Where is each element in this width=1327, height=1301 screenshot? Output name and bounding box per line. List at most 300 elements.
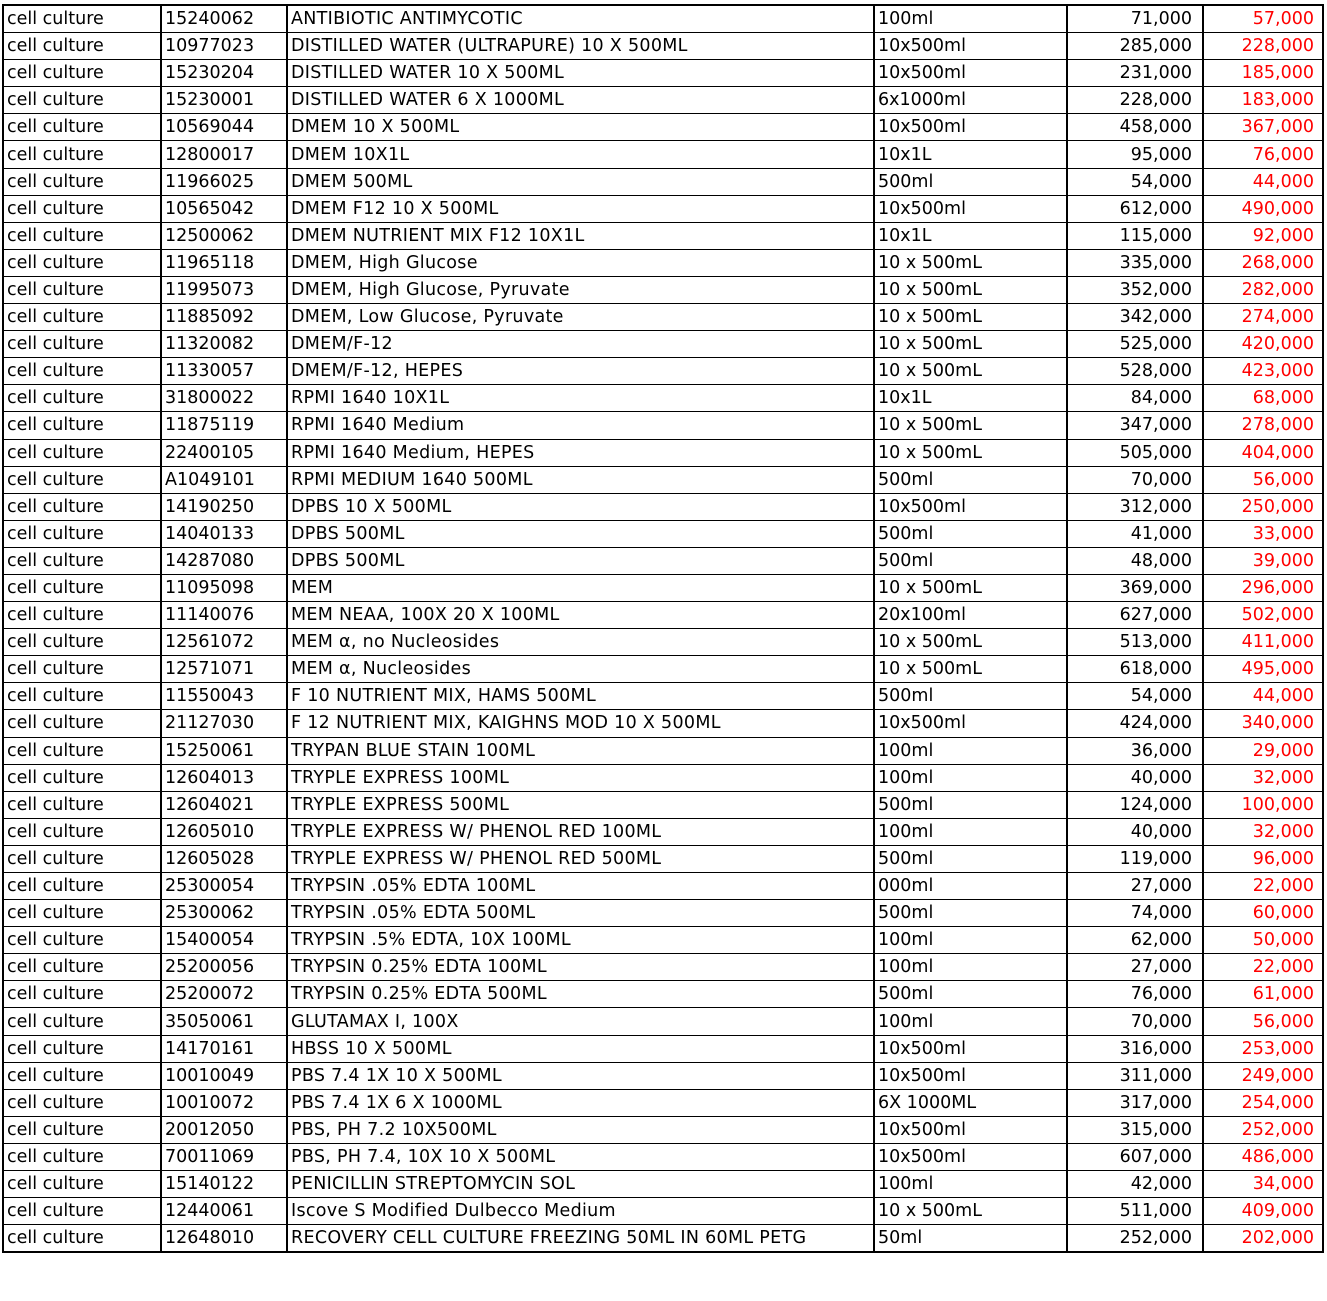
catalog-number-cell[interactable]: 11550043 — [161, 683, 287, 710]
sale-price-cell[interactable]: 96,000 — [1203, 845, 1323, 872]
catalog-number-cell[interactable]: 15230204 — [161, 60, 287, 87]
table-row[interactable] — [3, 981, 1323, 1008]
pack-size-cell[interactable]: 500ml — [874, 466, 1067, 493]
sale-price-cell[interactable]: 252,000 — [1203, 1116, 1323, 1143]
product-description-cell[interactable]: DMEM 10X1L — [287, 141, 874, 168]
list-price-cell[interactable]: 311,000 — [1067, 1062, 1203, 1089]
category-cell[interactable]: cell culture — [3, 818, 161, 845]
list-price-cell[interactable]: 41,000 — [1067, 520, 1203, 547]
pack-size-cell[interactable]: 10x500ml — [874, 493, 1067, 520]
product-description-cell[interactable]: TRYPSIN 0.25% EDTA 100ML — [287, 954, 874, 981]
product-description-cell[interactable]: DPBS 500ML — [287, 520, 874, 547]
list-price-cell[interactable]: 618,000 — [1067, 656, 1203, 683]
table-row[interactable] — [3, 412, 1323, 439]
list-price-cell[interactable]: 42,000 — [1067, 1171, 1203, 1198]
list-price-cell[interactable]: 511,000 — [1067, 1198, 1203, 1225]
table-row[interactable] — [3, 764, 1323, 791]
catalog-number-cell[interactable]: 15230001 — [161, 87, 287, 114]
product-description-cell[interactable]: F 10 NUTRIENT MIX, HAMS 500ML — [287, 683, 874, 710]
product-description-cell[interactable]: Iscove S Modified Dulbecco Medium — [287, 1198, 874, 1225]
sale-price-cell[interactable]: 495,000 — [1203, 656, 1323, 683]
pack-size-cell[interactable]: 10x500ml — [874, 1062, 1067, 1089]
list-price-cell[interactable]: 458,000 — [1067, 114, 1203, 141]
table-row[interactable] — [3, 845, 1323, 872]
list-price-cell[interactable]: 48,000 — [1067, 547, 1203, 574]
product-description-cell[interactable]: DMEM, High Glucose, Pyruvate — [287, 276, 874, 303]
category-cell[interactable]: cell culture — [3, 845, 161, 872]
table-row[interactable] — [3, 954, 1323, 981]
sale-price-cell[interactable]: 423,000 — [1203, 358, 1323, 385]
list-price-cell[interactable]: 369,000 — [1067, 574, 1203, 601]
table-row[interactable] — [3, 1089, 1323, 1116]
pack-size-cell[interactable]: 6X 1000ML — [874, 1089, 1067, 1116]
table-row[interactable] — [3, 737, 1323, 764]
list-price-cell[interactable]: 315,000 — [1067, 1116, 1203, 1143]
sale-price-cell[interactable]: 92,000 — [1203, 222, 1323, 249]
table-row[interactable] — [3, 927, 1323, 954]
pack-size-cell[interactable]: 10 x 500mL — [874, 331, 1067, 358]
product-description-cell[interactable]: MEM NEAA, 100X 20 X 100ML — [287, 602, 874, 629]
sale-price-cell[interactable]: 282,000 — [1203, 276, 1323, 303]
category-cell[interactable]: cell culture — [3, 602, 161, 629]
product-description-cell[interactable]: MEM α, no Nucleosides — [287, 629, 874, 656]
product-description-cell[interactable]: TRYPSIN 0.25% EDTA 500ML — [287, 981, 874, 1008]
catalog-number-cell[interactable]: 12571071 — [161, 656, 287, 683]
category-cell[interactable]: cell culture — [3, 249, 161, 276]
sale-price-cell[interactable]: 420,000 — [1203, 331, 1323, 358]
catalog-number-cell[interactable]: 25300062 — [161, 900, 287, 927]
category-cell[interactable]: cell culture — [3, 33, 161, 60]
product-description-cell[interactable]: RPMI 1640 10X1L — [287, 385, 874, 412]
list-price-cell[interactable]: 347,000 — [1067, 412, 1203, 439]
catalog-number-cell[interactable]: 10977023 — [161, 33, 287, 60]
category-cell[interactable]: cell culture — [3, 1062, 161, 1089]
list-price-cell[interactable]: 115,000 — [1067, 222, 1203, 249]
pack-size-cell[interactable]: 10 x 500mL — [874, 629, 1067, 656]
list-price-cell[interactable]: 513,000 — [1067, 629, 1203, 656]
product-description-cell[interactable]: PBS, PH 7.2 10X500ML — [287, 1116, 874, 1143]
catalog-number-cell[interactable]: 12440061 — [161, 1198, 287, 1225]
pack-size-cell[interactable]: 10x500ml — [874, 1035, 1067, 1062]
sale-price-cell[interactable]: 22,000 — [1203, 873, 1323, 900]
catalog-number-cell[interactable]: 11330057 — [161, 358, 287, 385]
pack-size-cell[interactable]: 10x1L — [874, 141, 1067, 168]
category-cell[interactable]: cell culture — [3, 1116, 161, 1143]
list-price-cell[interactable]: 119,000 — [1067, 845, 1203, 872]
pack-size-cell[interactable]: 500ml — [874, 845, 1067, 872]
sale-price-cell[interactable]: 249,000 — [1203, 1062, 1323, 1089]
table-row[interactable] — [3, 195, 1323, 222]
catalog-number-cell[interactable]: 14170161 — [161, 1035, 287, 1062]
pack-size-cell[interactable]: 100ml — [874, 764, 1067, 791]
list-price-cell[interactable]: 505,000 — [1067, 439, 1203, 466]
product-description-cell[interactable]: DISTILLED WATER (ULTRAPURE) 10 X 500ML — [287, 33, 874, 60]
product-description-cell[interactable]: DMEM/F-12 — [287, 331, 874, 358]
product-description-cell[interactable]: DMEM 500ML — [287, 168, 874, 195]
category-cell[interactable]: cell culture — [3, 87, 161, 114]
pack-size-cell[interactable]: 10x500ml — [874, 1116, 1067, 1143]
pack-size-cell[interactable]: 100ml — [874, 954, 1067, 981]
list-price-cell[interactable]: 84,000 — [1067, 385, 1203, 412]
product-description-cell[interactable]: DMEM, Low Glucose, Pyruvate — [287, 304, 874, 331]
category-cell[interactable]: cell culture — [3, 5, 161, 33]
product-description-cell[interactable]: MEM — [287, 574, 874, 601]
catalog-number-cell[interactable]: 12604013 — [161, 764, 287, 791]
sale-price-cell[interactable]: 278,000 — [1203, 412, 1323, 439]
pack-size-cell[interactable]: 500ml — [874, 168, 1067, 195]
product-description-cell[interactable]: RPMI 1640 Medium — [287, 412, 874, 439]
catalog-number-cell[interactable]: 10565042 — [161, 195, 287, 222]
catalog-number-cell[interactable]: 22400105 — [161, 439, 287, 466]
list-price-cell[interactable]: 424,000 — [1067, 710, 1203, 737]
category-cell[interactable]: cell culture — [3, 1171, 161, 1198]
product-description-cell[interactable]: DMEM 10 X 500ML — [287, 114, 874, 141]
table-row[interactable] — [3, 1225, 1323, 1253]
category-cell[interactable]: cell culture — [3, 1035, 161, 1062]
table-row[interactable] — [3, 276, 1323, 303]
list-price-cell[interactable]: 627,000 — [1067, 602, 1203, 629]
pack-size-cell[interactable]: 500ml — [874, 520, 1067, 547]
category-cell[interactable]: cell culture — [3, 168, 161, 195]
category-cell[interactable]: cell culture — [3, 276, 161, 303]
table-row[interactable] — [3, 873, 1323, 900]
category-cell[interactable]: cell culture — [3, 304, 161, 331]
product-description-cell[interactable]: TRYPSIN .05% EDTA 100ML — [287, 873, 874, 900]
pack-size-cell[interactable]: 10x500ml — [874, 60, 1067, 87]
list-price-cell[interactable]: 54,000 — [1067, 168, 1203, 195]
category-cell[interactable]: cell culture — [3, 141, 161, 168]
category-cell[interactable]: cell culture — [3, 574, 161, 601]
list-price-cell[interactable]: 27,000 — [1067, 873, 1203, 900]
sale-price-cell[interactable]: 50,000 — [1203, 927, 1323, 954]
product-description-cell[interactable]: RPMI 1640 Medium, HEPES — [287, 439, 874, 466]
sale-price-cell[interactable]: 254,000 — [1203, 1089, 1323, 1116]
pack-size-cell[interactable]: 10 x 500mL — [874, 1198, 1067, 1225]
category-cell[interactable]: cell culture — [3, 1198, 161, 1225]
table-row[interactable] — [3, 466, 1323, 493]
pack-size-cell[interactable]: 500ml — [874, 900, 1067, 927]
list-price-cell[interactable]: 54,000 — [1067, 683, 1203, 710]
sale-price-cell[interactable]: 340,000 — [1203, 710, 1323, 737]
list-price-cell[interactable]: 124,000 — [1067, 791, 1203, 818]
pack-size-cell[interactable]: 100ml — [874, 927, 1067, 954]
sale-price-cell[interactable]: 274,000 — [1203, 304, 1323, 331]
sale-price-cell[interactable]: 409,000 — [1203, 1198, 1323, 1225]
category-cell[interactable]: cell culture — [3, 873, 161, 900]
pack-size-cell[interactable]: 100ml — [874, 818, 1067, 845]
catalog-number-cell[interactable]: 12604021 — [161, 791, 287, 818]
catalog-number-cell[interactable]: 12500062 — [161, 222, 287, 249]
table-row[interactable] — [3, 656, 1323, 683]
table-row[interactable] — [3, 520, 1323, 547]
pack-size-cell[interactable]: 500ml — [874, 791, 1067, 818]
list-price-cell[interactable]: 317,000 — [1067, 1089, 1203, 1116]
catalog-number-cell[interactable]: 31800022 — [161, 385, 287, 412]
catalog-number-cell[interactable]: 12605028 — [161, 845, 287, 872]
product-description-cell[interactable]: PBS, PH 7.4, 10X 10 X 500ML — [287, 1143, 874, 1170]
sale-price-cell[interactable]: 56,000 — [1203, 466, 1323, 493]
pack-size-cell[interactable]: 100ml — [874, 1171, 1067, 1198]
sale-price-cell[interactable]: 404,000 — [1203, 439, 1323, 466]
category-cell[interactable]: cell culture — [3, 656, 161, 683]
category-cell[interactable]: cell culture — [3, 1089, 161, 1116]
sale-price-cell[interactable]: 44,000 — [1203, 168, 1323, 195]
catalog-number-cell[interactable]: 11966025 — [161, 168, 287, 195]
category-cell[interactable]: cell culture — [3, 195, 161, 222]
catalog-number-cell[interactable]: 15240062 — [161, 5, 287, 33]
product-description-cell[interactable]: PBS 7.4 1X 10 X 500ML — [287, 1062, 874, 1089]
category-cell[interactable]: cell culture — [3, 385, 161, 412]
sale-price-cell[interactable]: 68,000 — [1203, 385, 1323, 412]
category-cell[interactable]: cell culture — [3, 683, 161, 710]
table-row[interactable] — [3, 710, 1323, 737]
category-cell[interactable]: cell culture — [3, 222, 161, 249]
list-price-cell[interactable]: 40,000 — [1067, 818, 1203, 845]
pack-size-cell[interactable]: 10 x 500mL — [874, 412, 1067, 439]
sale-price-cell[interactable]: 253,000 — [1203, 1035, 1323, 1062]
catalog-number-cell[interactable]: 14190250 — [161, 493, 287, 520]
catalog-number-cell[interactable]: 14040133 — [161, 520, 287, 547]
list-price-cell[interactable]: 352,000 — [1067, 276, 1203, 303]
category-cell[interactable]: cell culture — [3, 60, 161, 87]
table-row[interactable] — [3, 1198, 1323, 1225]
pack-size-cell[interactable]: 10 x 500mL — [874, 656, 1067, 683]
list-price-cell[interactable]: 316,000 — [1067, 1035, 1203, 1062]
list-price-cell[interactable]: 285,000 — [1067, 33, 1203, 60]
sale-price-cell[interactable]: 411,000 — [1203, 629, 1323, 656]
pack-size-cell[interactable]: 10x1L — [874, 222, 1067, 249]
table-row[interactable] — [3, 358, 1323, 385]
sale-price-cell[interactable]: 202,000 — [1203, 1225, 1323, 1253]
pack-size-cell[interactable]: 100ml — [874, 1008, 1067, 1035]
product-description-cell[interactable]: TRYPLE EXPRESS 500ML — [287, 791, 874, 818]
pack-size-cell[interactable]: 10x500ml — [874, 114, 1067, 141]
product-description-cell[interactable]: DPBS 500ML — [287, 547, 874, 574]
list-price-cell[interactable]: 74,000 — [1067, 900, 1203, 927]
list-price-cell[interactable]: 252,000 — [1067, 1225, 1203, 1253]
table-row[interactable] — [3, 249, 1323, 276]
pack-size-cell[interactable]: 10 x 500mL — [874, 358, 1067, 385]
sale-price-cell[interactable]: 490,000 — [1203, 195, 1323, 222]
table-row[interactable] — [3, 900, 1323, 927]
pack-size-cell[interactable]: 20x100ml — [874, 602, 1067, 629]
pack-size-cell[interactable]: 10 x 500mL — [874, 439, 1067, 466]
category-cell[interactable]: cell culture — [3, 520, 161, 547]
product-description-cell[interactable]: DMEM NUTRIENT MIX F12 10X1L — [287, 222, 874, 249]
product-description-cell[interactable]: TRYPSIN .5% EDTA, 10X 100ML — [287, 927, 874, 954]
catalog-number-cell[interactable]: 11140076 — [161, 602, 287, 629]
table-row[interactable] — [3, 1062, 1323, 1089]
sale-price-cell[interactable]: 367,000 — [1203, 114, 1323, 141]
list-price-cell[interactable]: 525,000 — [1067, 331, 1203, 358]
pack-size-cell[interactable]: 10 x 500mL — [874, 574, 1067, 601]
pack-size-cell[interactable]: 500ml — [874, 683, 1067, 710]
sale-price-cell[interactable]: 250,000 — [1203, 493, 1323, 520]
catalog-number-cell[interactable]: 12648010 — [161, 1225, 287, 1253]
catalog-number-cell[interactable]: 25300054 — [161, 873, 287, 900]
product-description-cell[interactable]: GLUTAMAX I, 100X — [287, 1008, 874, 1035]
catalog-number-cell[interactable]: 21127030 — [161, 710, 287, 737]
category-cell[interactable]: cell culture — [3, 412, 161, 439]
list-price-cell[interactable]: 335,000 — [1067, 249, 1203, 276]
table-row[interactable] — [3, 1035, 1323, 1062]
pack-size-cell[interactable]: 10 x 500mL — [874, 304, 1067, 331]
catalog-number-cell[interactable]: 11995073 — [161, 276, 287, 303]
catalog-number-cell[interactable]: 10569044 — [161, 114, 287, 141]
pack-size-cell[interactable]: 50ml — [874, 1225, 1067, 1253]
table-row[interactable] — [3, 168, 1323, 195]
category-cell[interactable]: cell culture — [3, 1225, 161, 1253]
list-price-cell[interactable]: 228,000 — [1067, 87, 1203, 114]
table-row[interactable] — [3, 33, 1323, 60]
pack-size-cell[interactable]: 10x1L — [874, 385, 1067, 412]
table-row[interactable] — [3, 493, 1323, 520]
list-price-cell[interactable]: 342,000 — [1067, 304, 1203, 331]
catalog-number-cell[interactable]: 12561072 — [161, 629, 287, 656]
sale-price-cell[interactable]: 44,000 — [1203, 683, 1323, 710]
product-description-cell[interactable]: TRYPSIN .05% EDTA 500ML — [287, 900, 874, 927]
table-row[interactable] — [3, 629, 1323, 656]
product-description-cell[interactable]: DISTILLED WATER 6 X 1000ML — [287, 87, 874, 114]
sale-price-cell[interactable]: 57,000 — [1203, 5, 1323, 33]
product-description-cell[interactable]: DISTILLED WATER 10 X 500ML — [287, 60, 874, 87]
product-description-cell[interactable]: DPBS 10 X 500ML — [287, 493, 874, 520]
catalog-number-cell[interactable]: 14287080 — [161, 547, 287, 574]
table-row[interactable] — [3, 87, 1323, 114]
table-row[interactable] — [3, 304, 1323, 331]
list-price-cell[interactable]: 612,000 — [1067, 195, 1203, 222]
catalog-number-cell[interactable]: 11885092 — [161, 304, 287, 331]
product-description-cell[interactable]: MEM α, Nucleosides — [287, 656, 874, 683]
product-description-cell[interactable]: DMEM/F-12, HEPES — [287, 358, 874, 385]
catalog-number-cell[interactable]: 25200056 — [161, 954, 287, 981]
table-row[interactable] — [3, 683, 1323, 710]
table-row[interactable] — [3, 114, 1323, 141]
sale-price-cell[interactable]: 39,000 — [1203, 547, 1323, 574]
sale-price-cell[interactable]: 22,000 — [1203, 954, 1323, 981]
list-price-cell[interactable]: 607,000 — [1067, 1143, 1203, 1170]
list-price-cell[interactable]: 27,000 — [1067, 954, 1203, 981]
category-cell[interactable]: cell culture — [3, 629, 161, 656]
table-row[interactable] — [3, 5, 1323, 33]
table-row[interactable] — [3, 141, 1323, 168]
list-price-cell[interactable]: 528,000 — [1067, 358, 1203, 385]
table-row[interactable] — [3, 1116, 1323, 1143]
sale-price-cell[interactable]: 56,000 — [1203, 1008, 1323, 1035]
table-row[interactable] — [3, 1008, 1323, 1035]
table-row[interactable] — [3, 574, 1323, 601]
table-row[interactable] — [3, 818, 1323, 845]
product-description-cell[interactable]: TRYPLE EXPRESS W/ PHENOL RED 100ML — [287, 818, 874, 845]
product-description-cell[interactable]: PENICILLIN STREPTOMYCIN SOL — [287, 1171, 874, 1198]
catalog-number-cell[interactable]: 35050061 — [161, 1008, 287, 1035]
list-price-cell[interactable]: 70,000 — [1067, 466, 1203, 493]
table-row[interactable] — [3, 1143, 1323, 1170]
list-price-cell[interactable]: 71,000 — [1067, 5, 1203, 33]
product-description-cell[interactable]: RECOVERY CELL CULTURE FREEZING 50ML IN 60ML PETG — [287, 1225, 874, 1253]
category-cell[interactable]: cell culture — [3, 1143, 161, 1170]
catalog-number-cell[interactable]: 15250061 — [161, 737, 287, 764]
catalog-number-cell[interactable]: 70011069 — [161, 1143, 287, 1170]
product-description-cell[interactable]: HBSS 10 X 500ML — [287, 1035, 874, 1062]
category-cell[interactable]: cell culture — [3, 358, 161, 385]
list-price-cell[interactable]: 70,000 — [1067, 1008, 1203, 1035]
sale-price-cell[interactable]: 33,000 — [1203, 520, 1323, 547]
catalog-number-cell[interactable]: 11965118 — [161, 249, 287, 276]
sale-price-cell[interactable]: 268,000 — [1203, 249, 1323, 276]
sale-price-cell[interactable]: 228,000 — [1203, 33, 1323, 60]
sale-price-cell[interactable]: 61,000 — [1203, 981, 1323, 1008]
product-description-cell[interactable]: ANTIBIOTIC ANTIMYCOTIC — [287, 5, 874, 33]
sale-price-cell[interactable]: 32,000 — [1203, 818, 1323, 845]
list-price-cell[interactable]: 231,000 — [1067, 60, 1203, 87]
category-cell[interactable]: cell culture — [3, 954, 161, 981]
catalog-number-cell[interactable]: 11095098 — [161, 574, 287, 601]
category-cell[interactable]: cell culture — [3, 710, 161, 737]
catalog-number-cell[interactable]: 15140122 — [161, 1171, 287, 1198]
list-price-cell[interactable]: 40,000 — [1067, 764, 1203, 791]
product-description-cell[interactable]: DMEM, High Glucose — [287, 249, 874, 276]
category-cell[interactable]: cell culture — [3, 737, 161, 764]
category-cell[interactable]: cell culture — [3, 466, 161, 493]
list-price-cell[interactable]: 76,000 — [1067, 981, 1203, 1008]
pack-size-cell[interactable]: 10 x 500mL — [874, 249, 1067, 276]
product-description-cell[interactable]: TRYPLE EXPRESS 100ML — [287, 764, 874, 791]
catalog-number-cell[interactable]: 12800017 — [161, 141, 287, 168]
sale-price-cell[interactable]: 60,000 — [1203, 900, 1323, 927]
catalog-number-cell[interactable]: 11875119 — [161, 412, 287, 439]
category-cell[interactable]: cell culture — [3, 927, 161, 954]
sale-price-cell[interactable]: 34,000 — [1203, 1171, 1323, 1198]
catalog-number-cell[interactable]: 12605010 — [161, 818, 287, 845]
table-row[interactable] — [3, 602, 1323, 629]
product-description-cell[interactable]: DMEM F12 10 X 500ML — [287, 195, 874, 222]
sale-price-cell[interactable]: 76,000 — [1203, 141, 1323, 168]
sale-price-cell[interactable]: 296,000 — [1203, 574, 1323, 601]
sale-price-cell[interactable]: 183,000 — [1203, 87, 1323, 114]
table-row[interactable] — [3, 1171, 1323, 1198]
product-description-cell[interactable]: TRYPAN BLUE STAIN 100ML — [287, 737, 874, 764]
category-cell[interactable]: cell culture — [3, 981, 161, 1008]
table-row[interactable] — [3, 331, 1323, 358]
category-cell[interactable]: cell culture — [3, 493, 161, 520]
list-price-cell[interactable]: 312,000 — [1067, 493, 1203, 520]
catalog-number-cell[interactable]: 15400054 — [161, 927, 287, 954]
sale-price-cell[interactable]: 185,000 — [1203, 60, 1323, 87]
category-cell[interactable]: cell culture — [3, 331, 161, 358]
product-description-cell[interactable]: TRYPLE EXPRESS W/ PHENOL RED 500ML — [287, 845, 874, 872]
table-row[interactable] — [3, 222, 1323, 249]
product-description-cell[interactable]: RPMI MEDIUM 1640 500ML — [287, 466, 874, 493]
pack-size-cell[interactable]: 100ml — [874, 737, 1067, 764]
catalog-number-cell[interactable]: 25200072 — [161, 981, 287, 1008]
category-cell[interactable]: cell culture — [3, 114, 161, 141]
pack-size-cell[interactable]: 000ml — [874, 873, 1067, 900]
table-row[interactable] — [3, 439, 1323, 466]
catalog-number-cell[interactable]: 10010049 — [161, 1062, 287, 1089]
list-price-cell[interactable]: 62,000 — [1067, 927, 1203, 954]
sale-price-cell[interactable]: 486,000 — [1203, 1143, 1323, 1170]
sale-price-cell[interactable]: 29,000 — [1203, 737, 1323, 764]
pack-size-cell[interactable]: 10x500ml — [874, 710, 1067, 737]
category-cell[interactable]: cell culture — [3, 791, 161, 818]
pack-size-cell[interactable]: 10 x 500mL — [874, 276, 1067, 303]
list-price-cell[interactable]: 95,000 — [1067, 141, 1203, 168]
category-cell[interactable]: cell culture — [3, 439, 161, 466]
table-row[interactable] — [3, 385, 1323, 412]
sale-price-cell[interactable]: 32,000 — [1203, 764, 1323, 791]
list-price-cell[interactable]: 36,000 — [1067, 737, 1203, 764]
